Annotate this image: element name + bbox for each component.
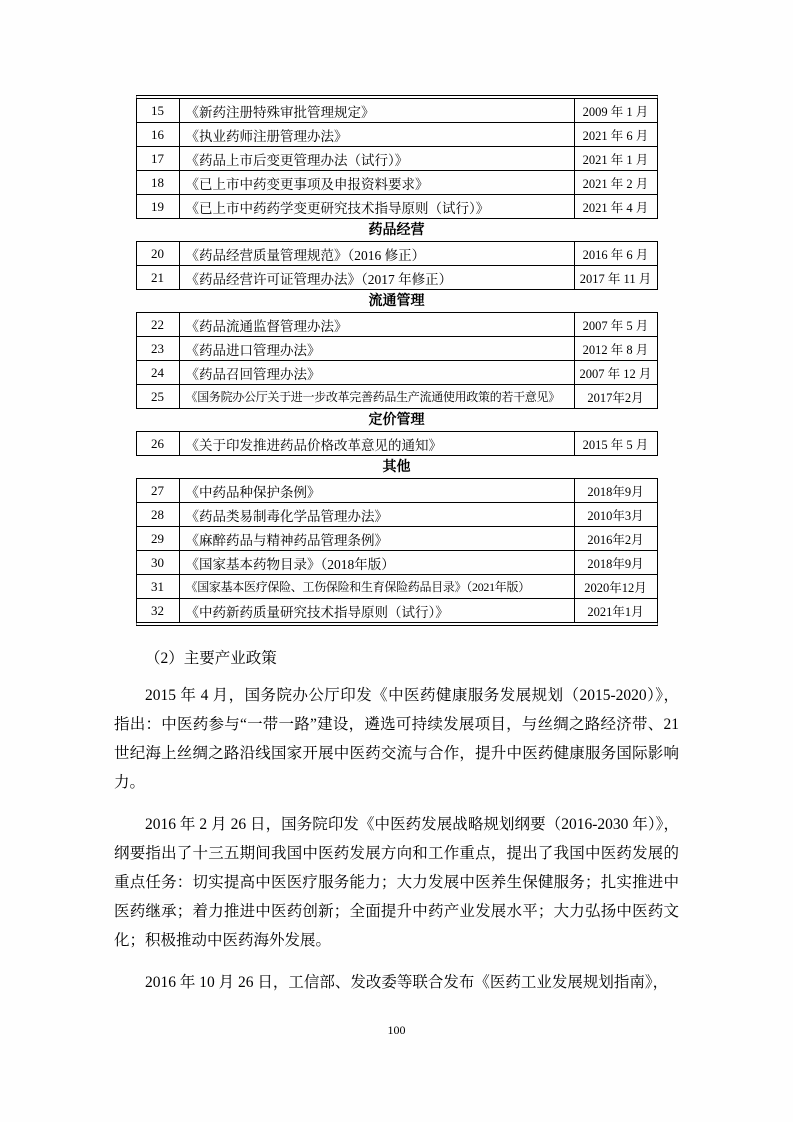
- body-content: [114, 646, 679, 997]
- row-number: 30: [137, 551, 180, 574]
- table-section-header: 药品经营: [368, 223, 425, 238]
- issue-date: 2018年9月: [587, 484, 644, 499]
- table-row: [137, 503, 657, 527]
- regulation-title: 《麻醉药品与精神药品管理条例》: [180, 527, 575, 550]
- issue-date: 2021 年 6 月: [582, 128, 649, 143]
- row-number: 18: [137, 171, 180, 194]
- regulation-title: 《中药品种保护条例》: [180, 479, 575, 502]
- table-row: [137, 195, 657, 218]
- issue-date: 2007 年 5 月: [582, 318, 649, 333]
- regulation-title: 《国务院办公厅关于进一步改革完善药品生产流通使用政策的若干意见》: [180, 385, 575, 408]
- table-block: [136, 95, 658, 219]
- regulation-title: 《药品经营质量管理规范》（2016 修正）: [180, 242, 575, 265]
- regulation-title: 《关于印发推进药品价格改革意见的通知》: [180, 432, 575, 455]
- table-row: [137, 171, 657, 195]
- table-row: [137, 599, 657, 622]
- table-block: [136, 431, 658, 456]
- row-number: 26: [137, 432, 180, 455]
- regulation-title: 《新药注册特殊审批管理规定》: [180, 99, 575, 122]
- regulation-title: 《药品类易制毒化学品管理办法》: [180, 503, 575, 526]
- table-row: [137, 432, 657, 455]
- table-row: [137, 479, 657, 503]
- row-number: 21: [137, 266, 180, 289]
- row-number: 29: [137, 527, 180, 550]
- table-row: [137, 242, 657, 266]
- table-section-header: 定价管理: [368, 413, 425, 428]
- issue-date: 2010年3月: [587, 508, 644, 523]
- table-row: [137, 551, 657, 575]
- table-section-header: 流通管理: [368, 294, 425, 309]
- table-row: [137, 575, 657, 599]
- issue-date: 2016年2月: [587, 532, 644, 547]
- issue-date: 2018年9月: [587, 556, 644, 571]
- paragraph-policy-2016-outline: 2016 年 2 月 26 日，国务院印发《中医药发展战略规划纲要（2016-2030 年）》，纲要指出了十三五期间我国中医药发展方向和工作重点，提出了我国中医药发展的重点任务：切实提高中医医疗服务能力；大力发展中医养生保健服务；扎实推进中医药继承；着力推进中医药创新；全面提升中药产业发展水平；大力弘扬中医药文化；积极推动中医药海外发展。: [114, 816, 679, 949]
- row-number: 25: [137, 385, 180, 408]
- table-row: [137, 123, 657, 147]
- issue-date: 2020年12月: [584, 580, 647, 595]
- table-row: [137, 313, 657, 337]
- issue-date: 2015 年 5 月: [582, 437, 649, 452]
- regulation-title: 《药品经营许可证管理办法》（2017 年修正）: [180, 266, 575, 289]
- issue-date: 2021年1月: [587, 604, 644, 619]
- row-number: 32: [137, 599, 180, 622]
- table-section-header: 其他: [382, 460, 411, 475]
- regulation-title: 《药品进口管理办法》: [180, 337, 575, 360]
- regulation-title: 《药品流通监督管理办法》: [180, 313, 575, 336]
- row-number: 28: [137, 503, 180, 526]
- table-block: [136, 312, 658, 409]
- table-row: [137, 337, 657, 361]
- row-number: 23: [137, 337, 180, 360]
- issue-date: 2007 年 12 月: [579, 366, 652, 381]
- regulation-title: 《执业药师注册管理办法》: [180, 123, 575, 146]
- paragraph-policy-2015: 2015 年 4 月，国务院办公厅印发《中医药健康服务发展规划（2015-2020）》，指出：中医药参与“一带一路”建设，遴选可持续发展项目，与丝绸之路经济带、21 世纪海上丝绸之路沿线国家开展中医药交流与合作，提升中医药健康服务国际影响力。: [114, 687, 679, 791]
- row-number: 15: [137, 99, 180, 122]
- table-row: [137, 99, 657, 123]
- regulation-title: 《国家基本医疗保险、工伤保险和生育保险药品目录》（2021年版）: [180, 575, 575, 598]
- issue-date: 2012 年 8 月: [582, 342, 649, 357]
- row-number: 17: [137, 147, 180, 170]
- paragraph-policy-2016-guide: 2016 年 10 月 26 日，工信部、发改委等联合发布《医药工业发展规划指南》，: [145, 974, 669, 991]
- table-row: [137, 147, 657, 171]
- regulation-title: 《已上市中药药学变更研究技术指导原则（试行）》: [180, 195, 575, 218]
- issue-date: 2017 年 11 月: [579, 271, 652, 286]
- table-block: [136, 478, 658, 626]
- issue-date: 2021 年 2 月: [582, 176, 649, 191]
- row-number: 22: [137, 313, 180, 336]
- regulation-title: 《中药新药质量研究技术指导原则（试行）》: [180, 599, 575, 622]
- regulation-title: 《药品上市后变更管理办法（试行）》: [180, 147, 575, 170]
- row-number: 24: [137, 361, 180, 384]
- table-row: [137, 527, 657, 551]
- row-number: 16: [137, 123, 180, 146]
- issue-date: 2016 年 6 月: [582, 247, 649, 262]
- issue-date: 2009 年 1 月: [582, 104, 649, 119]
- regulation-table: [136, 95, 658, 626]
- regulation-title: 《已上市中药变更事项及申报资料要求》: [180, 171, 575, 194]
- table-block: [136, 241, 658, 290]
- row-number: 19: [137, 195, 180, 218]
- issue-date: 2021 年 1 月: [582, 152, 649, 167]
- table-row: [137, 266, 657, 289]
- row-number: 31: [137, 575, 180, 598]
- regulation-title: 《药品召回管理办法》: [180, 361, 575, 384]
- row-number: 20: [137, 242, 180, 265]
- section-heading: （2）主要产业政策: [145, 650, 277, 667]
- row-number: 27: [137, 479, 180, 502]
- issue-date: 2021 年 4 月: [582, 200, 649, 215]
- page-number: 100: [387, 1023, 406, 1037]
- issue-date: 2017年2月: [587, 390, 644, 405]
- regulation-title: 《国家基本药物目录》（2018年版）: [180, 551, 575, 574]
- table-row: [137, 361, 657, 385]
- table-row: [137, 385, 657, 408]
